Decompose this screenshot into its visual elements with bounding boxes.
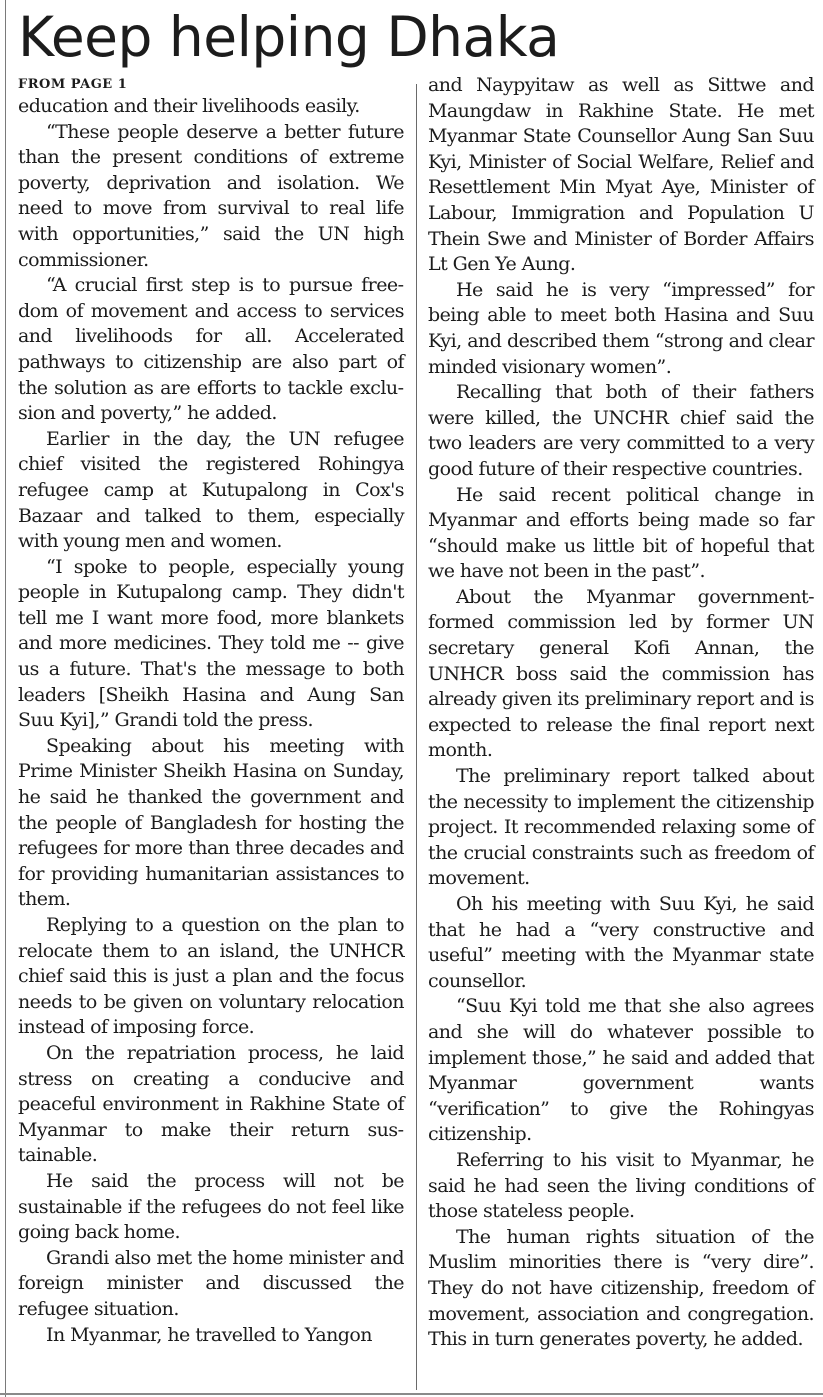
paragraph: He said recent political change in Myanmar and efforts being made so far “should make us little bit of hopeful that we have not been in the past”. xyxy=(428,483,814,583)
paragraph: He said the process will not be sustainable if the refugees do not feel like going back home. xyxy=(18,1169,404,1244)
paragraph: He said he is very “impressed” for being able to meet both Hasina and Suu Kyi, and described them “strong and clear minded visionary women”. xyxy=(428,278,814,378)
clipping-bottom-edge xyxy=(0,1393,823,1395)
paragraph: “I spoke to people, especially young people in Kutupalong camp. They didn't tell me I want more food, more blankets and more medicines. They told me -- give us a future. That's the message to both leaders [Sheikh Hasina and Aung San Suu Kyi],” Grandi told the press. xyxy=(18,555,404,732)
paragraph: The human rights situation of the Muslim minorities there is “very dire”. They do not have citizenship, freedom of movement, association and congregation. This in turn generates poverty, he added. xyxy=(428,1225,814,1351)
paragraph: Earlier in the day, the UN refugee chief visited the registered Rohingya refugee camp at Kutupalong in Cox's Bazaar and talked to them, especially with young men and women. xyxy=(18,427,404,553)
right-column xyxy=(428,73,814,1353)
paragraph: “A crucial first step is to pursue freedom of movement and access to services and livelihoods for all. Accelerated pathways to citizenship are also part of the solution as are efforts to tackle exclusion and poverty,” he added. xyxy=(18,274,404,425)
paragraph: “Suu Kyi told me that she also agrees and she will do whatever possible to implement those,” he said and added that Myanmar government wants “verification” to give the Rohingyas citizenship. xyxy=(428,995,814,1146)
continuation-label: FROM PAGE 1 xyxy=(18,77,128,92)
paragraph: Referring to his visit to Myanmar, he said he had seen the living conditions of those stateless people. xyxy=(428,1148,814,1223)
paragraph: education and their livelihoods easily. xyxy=(18,95,360,117)
paragraph: Speaking about his meeting with Prime Minister Sheikh Hasina on Sunday, he said he thanked the government and the people of Bangladesh for hosting the refugees for more than three decades and for providing humanitarian assistances to them. xyxy=(18,734,404,911)
paragraph: On the repatriation process, he laid stress on creating a conducive and peaceful environment in Rakhine State of Myanmar to make their return sustainable. xyxy=(18,1041,404,1167)
left-column xyxy=(18,76,404,1348)
paragraph: Recalling that both of their fathers were killed, the UNCHR chief said the two leaders are very committed to a very good future of their respective countries. xyxy=(428,381,814,480)
paragraph: About the Myanmar government-formed commission led by former UN secretary general Kofi Annan, the UNHCR boss said the commission has already given its preliminary report and is expected to release the final report next month. xyxy=(428,585,814,762)
clipping-left-edge xyxy=(5,0,6,1397)
headline: Keep helping Dhaka xyxy=(18,5,560,69)
paragraph: “These people deserve a better future than the present conditions of extreme poverty, deprivation and isolation. We need to move from survival to real life with opportunities,” said the UN high commissioner. xyxy=(18,120,404,271)
paragraph: Grandi also met the home minister and foreign minister and discussed the refugee situation. xyxy=(18,1246,404,1320)
column-divider xyxy=(416,84,417,1390)
paragraph: Replying to a question on the plan to relocate them to an island, the UNHCR chief said this is just a plan and the focus needs to be given on voluntary relocation instead of imposing force. xyxy=(18,914,404,1039)
paragraph: Oh his meeting with Suu Kyi, he said that he had a “very constructive and useful” meeting with the Myanmar state counsellor. xyxy=(428,893,814,992)
paragraph: In Myanmar, he travelled to Yangon xyxy=(46,1323,372,1346)
paragraph: and Naypyitaw as well as Sittwe and Maungdaw in Rakhine State. He met Myanmar State Counsellor Aung San Suu Kyi, Minister of Social Welfare, Relief and Resettlement Min Myat Aye, Minister of Labour, Immigration and Population U Thein Swe and Minister of Border Affairs Lt Gen Ye Aung. xyxy=(428,74,814,276)
paragraph: The preliminary report talked about the necessity to implement the citizenship project. It recommended relaxing some of the crucial constraints such as freedom of movement. xyxy=(428,765,814,890)
